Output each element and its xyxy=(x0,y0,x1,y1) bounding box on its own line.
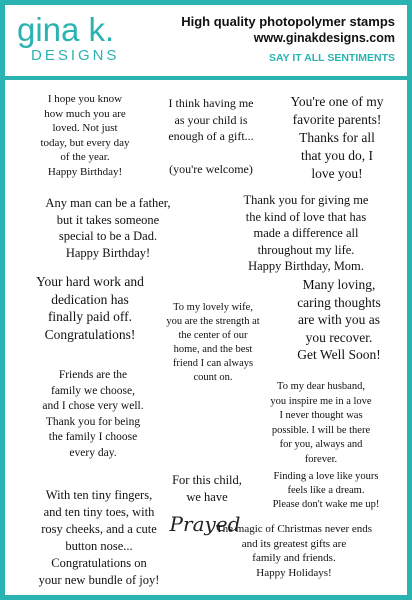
header-divider xyxy=(5,76,407,80)
logo-sub-text: DESIGNS xyxy=(31,47,120,64)
sentiment-mom-birthday: Thank you for giving me the kind of love that has made a difference all throughout my life. Happy Birthday, Mom. xyxy=(243,193,369,273)
sentiment-this-child: For this child, we have xyxy=(172,473,242,504)
sentiment-lovely-wife: To my lovely wife, you are the strength at the center of our home, and the best friend I can always count on. xyxy=(166,302,260,383)
tagline: High quality photopolymer stamps xyxy=(181,14,395,29)
sentiment-dear-husband: To my dear husband, you inspire me in a love I never thought was possible. I will be there for you, always and forever. xyxy=(270,381,372,465)
sentiment-love-dream: Finding a love like yours feels like a dream. Please don't wake me up! xyxy=(272,471,380,510)
logo-main-text: gina k. xyxy=(17,11,115,48)
website-link[interactable]: www.ginakdesigns.com xyxy=(253,31,395,45)
sentiment-child-gift: I think having me as your child is enough of a gift... (you're welcome) xyxy=(168,96,254,176)
sentiment-new-baby: With ten tiny fingers, and ten tiny toes, with rosy cheeks, and a cute button nose... Congratulations on your new bundle of joy! xyxy=(38,488,160,587)
sentiment-birthday-loved: I hope you know how much you are loved. Not just today, but every day of the year. Happy Birthday! xyxy=(40,93,130,178)
header-info xyxy=(125,13,395,66)
sentiment-dad-birthday: Any man can be a father, but it takes someone special to be a Dad. Happy Birthday! xyxy=(45,196,171,260)
set-name: SAY IT ALL SENTIMENTS xyxy=(268,52,395,64)
header xyxy=(5,5,407,77)
brand-logo xyxy=(17,11,127,71)
sentiment-get-well: Many loving, caring thoughts are with you as you recover. Get Well Soon! xyxy=(297,277,381,362)
sentiment-christmas: The magic of Christmas never ends and its greatest gifts are family and friends. Happy Holidays! xyxy=(215,523,373,579)
sentiment-prayed-script: Prayed xyxy=(169,512,241,536)
sentiment-friends-family: Friends are the family we choose, and I chose very well. Thank you for being the family I choose every day. xyxy=(42,369,144,459)
sentiment-hard-work: Your hard work and dedication has finally paid off. Congratulations! xyxy=(36,274,144,342)
sentiment-favorite-parents: You're one of my favorite parents! Thanks for all that you do, I love you! xyxy=(290,94,384,181)
